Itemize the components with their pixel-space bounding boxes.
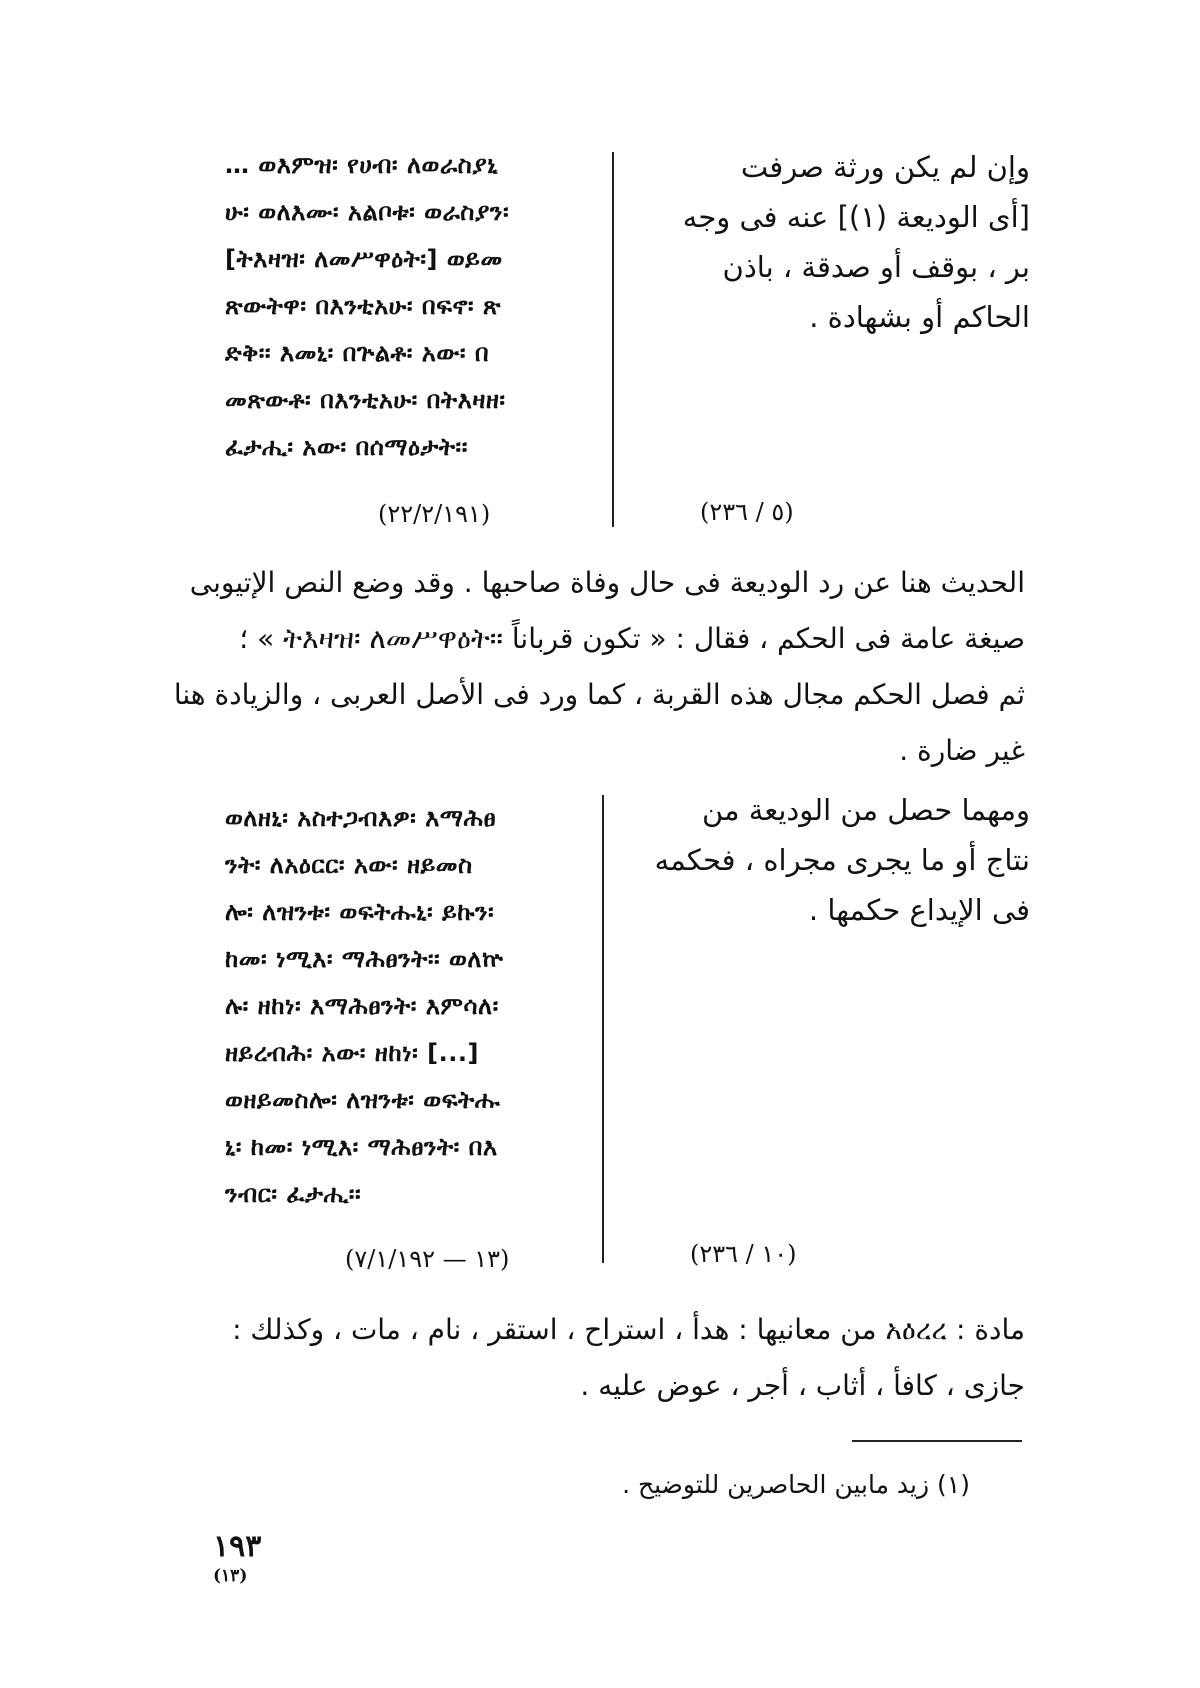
commentary-line: الحديث هنا عن رد الوديعة فى حال وفاة صاحبها . وقد وضع النص الإتيوبى (189, 566, 1025, 599)
arabic-line: نتاج أو ما يجرى مجراه ، فحكمه (654, 843, 1030, 877)
geez-text-block-2 (225, 795, 585, 1218)
arabic-line: الحاكم أو بشهادة . (809, 300, 1030, 334)
signature-mark: (١٣) (213, 1566, 248, 1586)
geez-line: … ወእምዝ፡ የሀብ፡ ለወራስያኒ (225, 151, 499, 179)
geez-line: ንት፡ ለአዕርር፡ አው፡ ዘይመስ (225, 851, 473, 879)
geez-line: ጽውትዋ፡ በእንቲአሁ፡ በፍኖ፡ ጽ (225, 292, 502, 320)
arabic-line: بر ، بوقف أو صدقة ، باذن (722, 250, 1030, 284)
geez-line: ወለዘኒ፡ አስተጋብእዎ፡ እማሕፀ (225, 804, 497, 832)
geez-reference-2: (١٣ — ٧/١/١٩٢) (345, 1245, 510, 1273)
commentary-line: مادة : አዕረረ من معانيها : هدأ ، استراح ، استقر ، نام ، مات ، وكذلك : (232, 1313, 1025, 1346)
arabic-line: وإن لم يكن ورثة صرفت (740, 150, 1030, 184)
geez-line: ድቅ፡፡ እመኒ፡ በጕልቶ፡ አው፡ በ (225, 339, 490, 367)
arabic-text-block-1 (650, 142, 1030, 342)
geez-line: ኒ፡ ከመ፡ ነሚእ፡ ማሕፀንት፡ በእ (225, 1133, 498, 1161)
geez-line: ከመ፡ ነሚእ፡ ማሕፀንት፡፡ ወለኵ (225, 945, 504, 973)
column-divider-1 (612, 152, 614, 527)
commentary-line: صيغة عامة فى الحكم ، فقال : « تكون قرباناً ትእዛዝ፡ ለመሥዋዕት፡፡ » ؛ (239, 622, 1025, 655)
commentary-line: جازى ، كافأ ، أثاب ، أجر ، عوض عليه . (580, 1369, 1025, 1402)
arabic-reference-1: (٥ / ٢٣٦) (700, 498, 794, 526)
geez-line: [ትእዛዝ፡ ለመሥዋዕት፡] ወይመ (225, 245, 503, 273)
geez-line: ወዘይመስሎ፡ ለዝንቱ፡ ወፍትሑ (225, 1086, 501, 1114)
geez-line: ሁ፡ ወለእሙ፡ አልቦቱ፡ ወራስያን፡ (225, 198, 510, 226)
footnote-rule (852, 1440, 1022, 1442)
arabic-reference-2: (١٠ / ٢٣٦) (690, 1240, 797, 1268)
geez-line: መጽውቶ፡ በእንቲአሁ፡ በትእዛዘ፡ (225, 386, 506, 414)
geez-line: ሎ፡ ለዝንቱ፡ ወፍትሑኒ፡ ይኩን፡ (225, 898, 495, 926)
commentary-line: ثم فصل الحكم مجال هذه القربة ، كما ورد فى الأصل العربى ، والزيادة هنا (173, 678, 1025, 711)
geez-text-block-1 (225, 142, 585, 471)
arabic-text-block-2 (650, 785, 1030, 935)
column-divider-2 (602, 795, 604, 1263)
geez-reference-1: (٢٢/٢/١٩١) (378, 500, 491, 528)
page-number: ١٩٣ (213, 1529, 262, 1564)
commentary-paragraph-2 (215, 1302, 1025, 1414)
geez-line: ዘይረብሕ፡ አው፡ ዘከነ፡ [...] (225, 1039, 479, 1067)
commentary-paragraph-1 (173, 555, 1025, 779)
arabic-line: فى الإيداع حكمها . (808, 893, 1030, 927)
arabic-line: ومهما حصل من الوديعة من (701, 793, 1030, 827)
commentary-line: غير ضارة . (899, 734, 1025, 767)
arabic-line: [أى الوديعة (١)] عنه فى وجه (682, 200, 1030, 234)
footnote: (١) زيد مابين الحاصرين للتوضيح . (622, 1470, 970, 1499)
geez-line: ሉ፡ ዘከነ፡ እማሕፀንት፡ እምሳለ፡ (225, 992, 499, 1020)
geez-line: ፈታሒ፡ አው፡ በሰማዕታት፡፡ (225, 433, 468, 461)
geez-line: ንብር፡ ፈታሒ፡፡ (225, 1180, 362, 1208)
